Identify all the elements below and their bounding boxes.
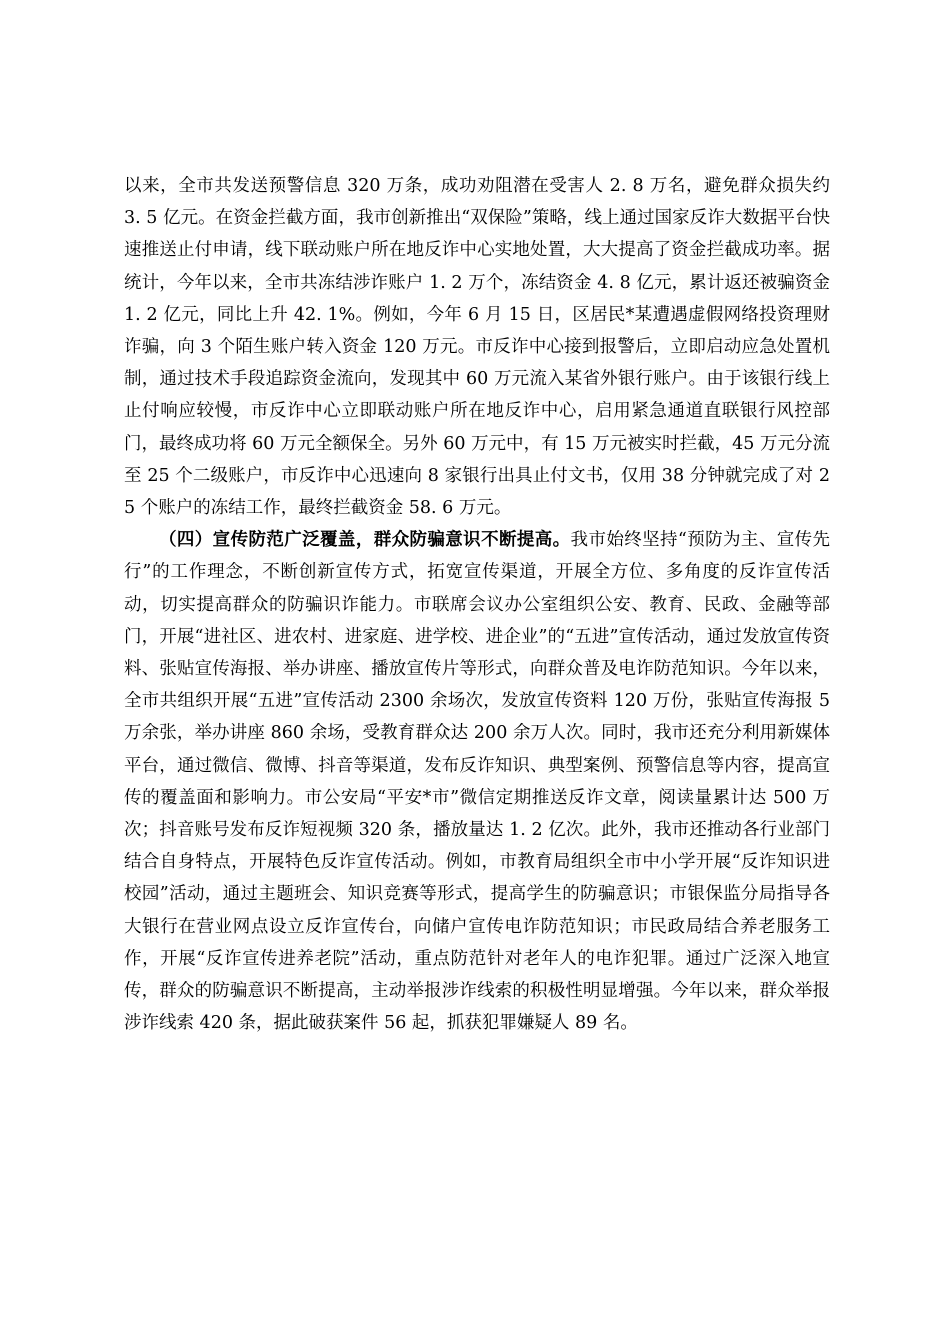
section-heading-four: （四）宣传防范广泛覆盖，群众防骗意识不断提高。 <box>159 530 571 551</box>
body-paragraph-2 <box>124 524 830 1039</box>
paragraph-1-body: 以来，全市共发送预警信息 320 万条，成功劝阻潜在受害人 2. 8 万名，避免群众损失约 3. 5 亿元。在资金拦截方面，我市创新推出“双保险”策略，线上通过国家反诈大数据平台快速推送止付申请，线下联动账户所在地反诈中心实地处置，大大提高了资金拦截成功率。据统计，今年以来，全市共冻结涉诈账户 1. 2 万个，冻结资金 4. 8 亿元，累计返还被骗资金 1. 2 亿元，同比上升 42. 1%。例如，今年 6 月 15 日，区居民*某遭遇虚假网络投资理财诈骗，向 3 个陌生账户转入资金 120 万元。市反诈中心接到报警后，立即启动应急处置机制，通过技术手段追踪资金流向，发现其中 60 万元流入某省外银行账户。由于该银行线上止付响应较慢，市反诈中心立即联动账户所在地反诈中心，启用紧急通道直联银行风控部门，最终成功将 60 万元全额保全。另外 60 万元中，有 15 万元被实时拦截，45 万元分流至 25 个二级账户，市反诈中心迅速向 8 家银行出具止付文书，仅用 38 分钟就完成了对 25 个账户的冻结工作，最终拦截资金 58. 6 万元。 <box>124 176 831 519</box>
paragraph-2-body: 我市始终坚持“预防为主、宣传先行”的工作理念，不断创新宣传方式，拓宽宣传渠道，开展全方位、多角度的反诈宣传活动，切实提高群众的防骗识诈能力。市联席会议办公室组织公安、教育、民政、金融等部门，开展“进社区、进农村、进家庭、进学校、进企业”的“五进”宣传活动，通过发放宣传资料、张贴宣传海报、举办讲座、播放宣传片等形式，向群众普及电诈防范知识。今年以来，全市共组织开展“五进”宣传活动 2300 余场次，发放宣传资料 120 万份，张贴宣传海报 5 万余张，举办讲座 860 余场，受教育群众达 200 余万人次。同时，我市还充分利用新媒体平台，通过微信、微博、抖音等渠道，发布反诈知识、典型案例、预警信息等内容，提高宣传的覆盖面和影响力。市公安局“平安*市”微信定期推送反诈文章，阅读量累计达 500 万次；抖音账号发布反诈短视频 320 条，播放量达 1. 2 亿次。此外，我市还推动各行业部门结合自身特点，开展特色反诈宣传活动。例如，市教育局组织全市中小学开展“反诈知识进校园”活动，通过主题班会、知识竞赛等形式，提高学生的防骗意识；市银保监分局指导各大银行在营业网点设立反诈宣传台，向储户宣传电诈防范知识；市民政局结合养老服务工作，开展“反诈宣传进养老院”活动，重点防范针对老年人的电诈犯罪。通过广泛深入地宣传，群众的防骗意识不断提高，主动举报涉诈线索的积极性明显增强。今年以来，群众举报涉诈线索 420 条，据此破获案件 56 起，抓获犯罪嫌疑人 89 名。 <box>124 530 830 1034</box>
body-paragraph-1 <box>124 170 830 524</box>
document-page <box>124 170 830 1039</box>
